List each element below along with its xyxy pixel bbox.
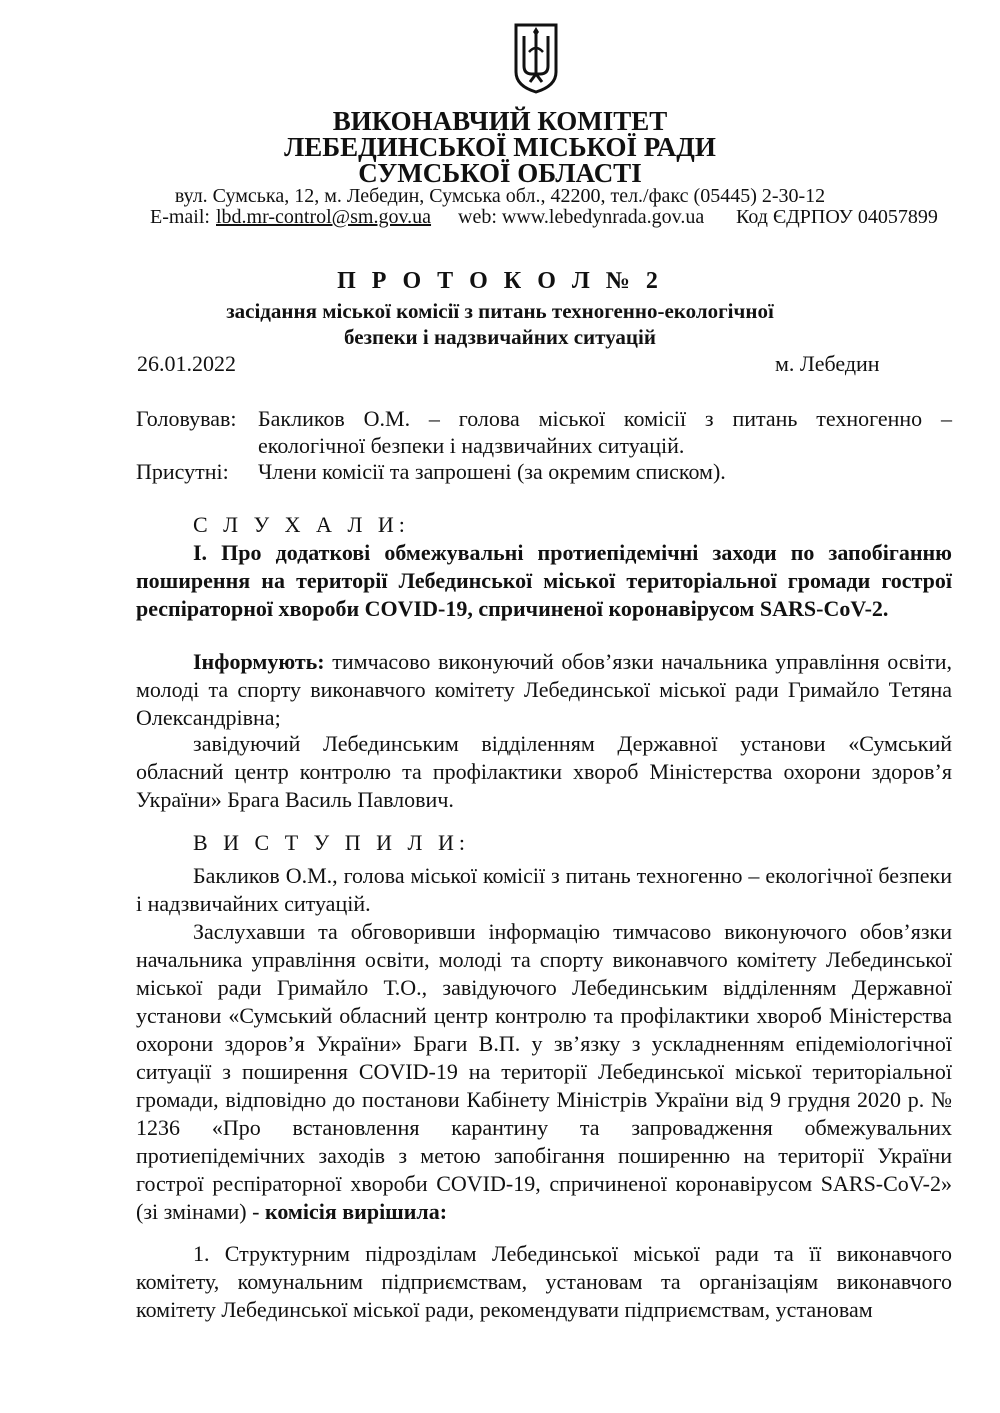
- protocol-city: м. Лебедин: [775, 351, 880, 376]
- header-line-1: ВИКОНАВЧИЙ КОМІТЕТ: [332, 106, 668, 136]
- protocol-title: П Р О Т О К О Л № 2: [337, 268, 663, 294]
- email-label: E-mail:: [150, 206, 210, 228]
- decision-bold: комісія вирішила:: [264, 1199, 448, 1224]
- email-link[interactable]: lbd.mr-control@sm.gov.ua: [216, 206, 432, 228]
- heard-item: І. Про додаткові обмежувальні протиепідемічні заходи по запобіганню поширення на території Лебединської міської територіальної громади гострої респіраторної хвороби COVID-19, спричиненої коронавірусом SARS-CoV-2.: [136, 540, 952, 621]
- inform-paragraph: [136, 648, 952, 732]
- header-address: вул. Сумська, 12, м. Лебедин, Сумська обл., 42200, тел./факс (05445) 2-30-12: [174, 185, 826, 207]
- inform-text: тимчасово виконуючий обов’язки начальника управління освіти, молоді та спорту виконавчого комітету Лебединської міської ради Гримайло Тетяна Олександрівна;: [136, 649, 952, 730]
- point-1-paragraph: 1. Структурним підрозділам Лебединської міської ради та її виконавчого комітету, комунальним підприємствам, установам та організаціям виконавчого комітету Лебединської міської ради, рекомендувати підприємствам, установам: [136, 1241, 952, 1322]
- web-address[interactable]: web: www.lebedynrada.gov.ua: [458, 206, 705, 228]
- heard-heading: С Л У Х А Л И:: [193, 512, 410, 537]
- chair-text-1: Бакликов О.М. – голова міської комісії з питань техногенно –: [258, 406, 952, 431]
- decision-paragraph: [136, 918, 952, 1226]
- decision-text: Заслухавши та обговоривши інформацію тимчасово виконуючого обов’язки начальника управління освіти, молоді та спорту виконавчого комітету Лебединської міської ради Гримайло Т.О., завідуючого Лебединським відділенням Державної установи «Сумський обласний центр контролю та профілактики хвороб Міністерства охорони здоров’я України» Браги В.П. у зв’язку з ускладненням епідеміологічної ситуації з поширення COVID-19 на території Лебединської міської територіальної громади, відповідно до постанови Кабінету Міністрів України від 9 грудня 2020 р. № 1236 «Про встановлення карантину та запровадження обмежувальних протиепідемічних заходів з метою запобігання поширенню на території України гострої респіраторної хвороби COVID-19, спричиненої коронавірусом SARS-CoV-2» (зі змінами) -: [136, 919, 952, 1224]
- chair-text-2: екологічної безпеки і надзвичайних ситуацій.: [258, 433, 685, 458]
- edrpou-code: Код ЄДРПОУ 04057899: [736, 206, 938, 228]
- present-text: Члени комісії та запрошені (за окремим списком).: [258, 459, 726, 484]
- chair-label: Головував:: [136, 406, 237, 431]
- spoke-heading: В И С Т У П И Л И:: [193, 830, 470, 855]
- coat-of-arms-icon: [512, 22, 560, 94]
- speaker-paragraph: Бакликов О.М., голова міської комісії з питань техногенно – екологічної безпеки і надзвичайних ситуацій.: [136, 863, 952, 916]
- header-line-2: ЛЕБЕДИНСЬКОЇ МІСЬКОЇ РАДИ: [284, 132, 716, 162]
- inform-paragraph-2: завідуючий Лебединським відділенням Державної установи «Сумський обласний центр контролю та профілактики хвороб Міністерства охорони здоров’я України» Брага Василь Павлович.: [136, 731, 952, 812]
- header-line-3: СУМСЬКОЇ ОБЛАСТІ: [358, 158, 642, 188]
- protocol-date: 26.01.2022: [137, 351, 236, 376]
- present-label: Присутні:: [136, 459, 229, 484]
- protocol-subtitle-2: безпеки і надзвичайних ситуацій: [344, 325, 656, 349]
- protocol-subtitle-1: засідання міської комісії з питань техногенно-екологічної: [226, 299, 774, 323]
- inform-label: Інформують:: [193, 649, 325, 674]
